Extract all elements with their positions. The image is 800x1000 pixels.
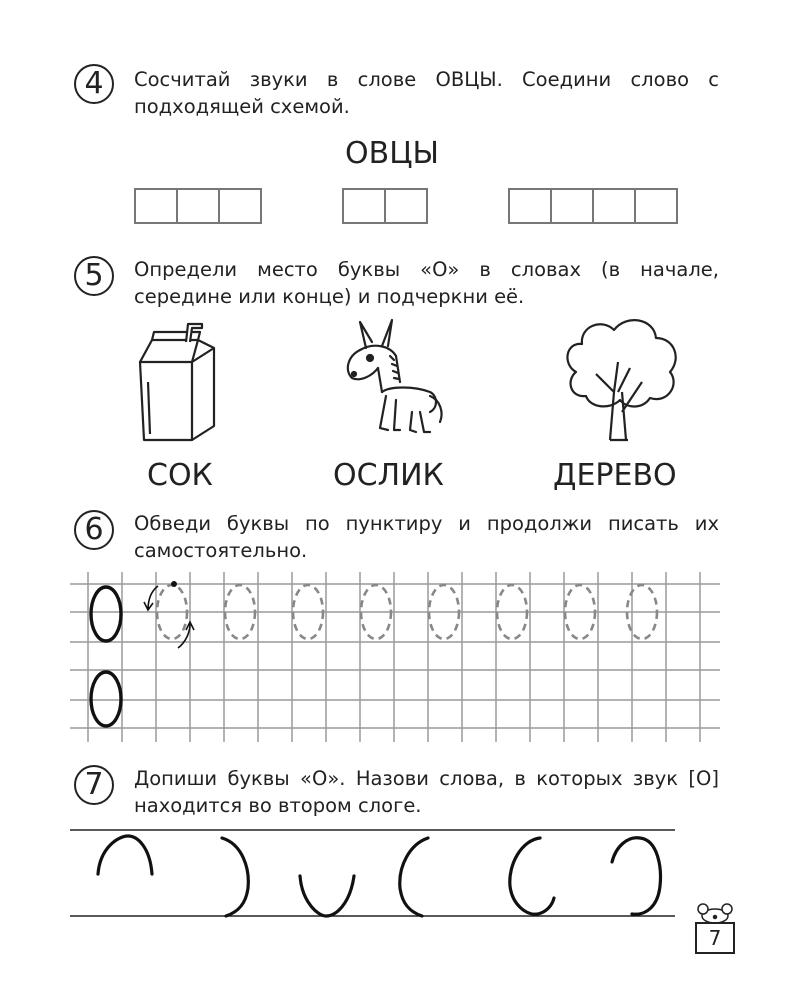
scheme-cell [634, 188, 678, 224]
task-5-text: Определи место буквы «О» в словах (в начале, середине или конце) и подчеркни её. [134, 258, 719, 308]
sample-letter-o [91, 587, 121, 641]
task-4-number: 4 [74, 64, 114, 104]
partial-letter-o-right [222, 838, 248, 916]
scheme-cell [176, 188, 220, 224]
partial-letter-o-left-top [510, 838, 554, 914]
partial-letter-o-top [98, 836, 152, 874]
scheme-cell [592, 188, 636, 224]
task-6-text: Обведи буквы по пунктиру и продолжи писать их самостоятельно. [134, 512, 719, 562]
sound-scheme-4[interactable] [508, 188, 678, 224]
partial-letter-o-right-top [612, 838, 660, 915]
task-4-word: ОВЦЫ [345, 136, 439, 171]
donkey-icon [330, 316, 450, 441]
task-6-number: 6 [74, 510, 114, 550]
scheme-cell [550, 188, 594, 224]
partial-letter-o-bottom [300, 876, 354, 916]
start-dot [171, 581, 177, 587]
task-4-text: Сосчитай звуки в слове ОВЦЫ. Соедини слово с подходящей схемой. [134, 68, 719, 118]
page-number: 7 [695, 922, 735, 954]
scheme-cell [218, 188, 262, 224]
task-5-number: 5 [74, 256, 114, 296]
juice-box-icon [130, 322, 240, 442]
mouse-icon [693, 902, 737, 924]
word-derevo[interactable]: ДЕРЕВО [553, 458, 677, 493]
scheme-cell [134, 188, 178, 224]
word-sok[interactable]: СОК [147, 458, 213, 493]
letter-completion-lines[interactable] [70, 824, 680, 924]
task-7-text: Допиши буквы «О». Назови слова, в которых звук [О] находится во втором слоге. [134, 767, 719, 817]
scheme-cell [508, 188, 552, 224]
scheme-cell [342, 188, 386, 224]
sound-scheme-2[interactable] [342, 188, 428, 224]
word-oslik[interactable]: ОСЛИК [333, 458, 444, 493]
sample-letter-o [91, 672, 121, 726]
tree-icon [556, 312, 686, 442]
partial-letter-o-left [400, 838, 428, 916]
sound-scheme-3[interactable] [134, 188, 262, 224]
writing-grid[interactable] [70, 572, 730, 742]
task-7-number: 7 [74, 765, 114, 805]
scheme-cell [384, 188, 428, 224]
